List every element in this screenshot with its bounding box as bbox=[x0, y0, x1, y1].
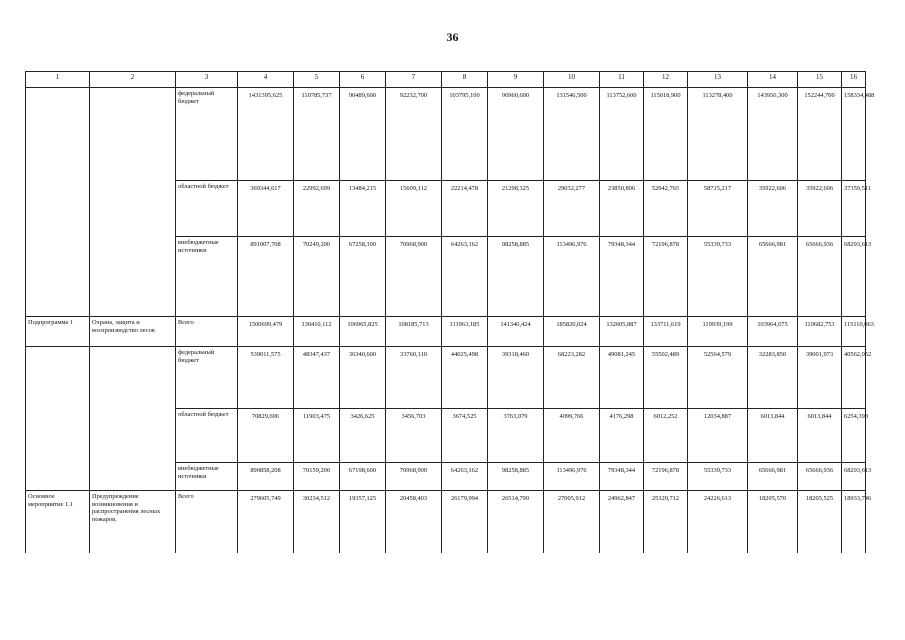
value-cell: 132605,887 bbox=[600, 317, 644, 347]
value-cell: 369344,617 bbox=[238, 181, 294, 237]
value-cell: 113496,976 bbox=[544, 237, 600, 317]
program-cell bbox=[26, 463, 90, 491]
value-cell: 1431395,625 bbox=[238, 88, 294, 181]
value-cell: 26514,790 bbox=[488, 491, 544, 553]
value-cell: 133711,619 bbox=[644, 317, 688, 347]
value-cell: 119939,199 bbox=[688, 317, 748, 347]
table-row bbox=[26, 347, 866, 409]
column-header: 9 bbox=[488, 72, 544, 88]
program-cell bbox=[26, 237, 90, 317]
value-cell: 70968,900 bbox=[386, 237, 442, 317]
value-cell: 92232,700 bbox=[386, 88, 442, 181]
column-header: 10 bbox=[544, 72, 600, 88]
value-cell: 27005,912 bbox=[544, 491, 600, 553]
value-cell: 52564,579 bbox=[688, 347, 748, 409]
value-cell: 152244,700 bbox=[798, 88, 842, 181]
value-cell: 65666,981 bbox=[748, 237, 798, 317]
table-row bbox=[26, 181, 866, 237]
program-cell: Основное мероприятие 1.1 bbox=[26, 491, 90, 553]
description-cell bbox=[90, 181, 176, 237]
value-cell: 19357,125 bbox=[340, 491, 386, 553]
value-cell: 21298,325 bbox=[488, 181, 544, 237]
value-cell: 35922,606 bbox=[748, 181, 798, 237]
value-cell: 3674,525 bbox=[442, 409, 488, 463]
value-cell: 70159,200 bbox=[294, 463, 340, 491]
table-row bbox=[26, 237, 866, 317]
value-cell: 98258,885 bbox=[488, 237, 544, 317]
value-cell: 130410,112 bbox=[294, 317, 340, 347]
table-row bbox=[26, 463, 866, 491]
value-cell: 35922,606 bbox=[798, 181, 842, 237]
value-cell: 113278,400 bbox=[688, 88, 748, 181]
value-cell: 143956,300 bbox=[748, 88, 798, 181]
value-cell: 58715,217 bbox=[688, 181, 748, 237]
funding-source-cell: федеральный бюджет bbox=[176, 88, 238, 181]
value-cell: 3456,703 bbox=[386, 409, 442, 463]
column-header: 14 bbox=[748, 72, 798, 88]
value-cell: 891007,708 bbox=[238, 237, 294, 317]
value-cell: 110682,753 bbox=[798, 317, 842, 347]
value-cell: 67198,600 bbox=[340, 463, 386, 491]
value-cell: 4176,298 bbox=[600, 409, 644, 463]
column-header: 11 bbox=[600, 72, 644, 88]
value-cell: 158334,488 bbox=[842, 88, 866, 181]
column-header: 16 bbox=[842, 72, 866, 88]
value-cell: 25320,712 bbox=[644, 491, 688, 553]
value-cell: 113752,600 bbox=[600, 88, 644, 181]
value-cell: 68293,613 bbox=[842, 237, 866, 317]
funding-source-cell: внебюджетные источники bbox=[176, 463, 238, 491]
value-cell: 113496,976 bbox=[544, 463, 600, 491]
value-cell: 106965,825 bbox=[340, 317, 386, 347]
value-cell: 185820,024 bbox=[544, 317, 600, 347]
value-cell: 279605,749 bbox=[238, 491, 294, 553]
value-cell: 33760,110 bbox=[386, 347, 442, 409]
value-cell: 67258,100 bbox=[340, 237, 386, 317]
table-row bbox=[26, 317, 866, 347]
value-cell: 20458,403 bbox=[386, 491, 442, 553]
value-cell: 15609,112 bbox=[386, 181, 442, 237]
value-cell: 6254,398 bbox=[842, 409, 866, 463]
value-cell: 1500699,479 bbox=[238, 317, 294, 347]
value-cell: 98258,885 bbox=[488, 463, 544, 491]
value-cell: 3763,079 bbox=[488, 409, 544, 463]
column-header: 12 bbox=[644, 72, 688, 88]
value-cell: 96960,600 bbox=[488, 88, 544, 181]
value-cell: 30234,512 bbox=[294, 491, 340, 553]
value-cell: 64263,162 bbox=[442, 463, 488, 491]
value-cell: 37359,511 bbox=[842, 181, 866, 237]
value-cell: 22214,478 bbox=[442, 181, 488, 237]
value-cell: 23850,806 bbox=[600, 181, 644, 237]
table-row bbox=[26, 491, 866, 553]
value-cell: 65666,981 bbox=[748, 463, 798, 491]
value-cell: 65666,936 bbox=[798, 463, 842, 491]
value-cell: 3426,625 bbox=[340, 409, 386, 463]
program-cell bbox=[26, 347, 90, 409]
value-cell: 55339,733 bbox=[688, 463, 748, 491]
value-cell: 68223,282 bbox=[544, 347, 600, 409]
value-cell: 539011,575 bbox=[238, 347, 294, 409]
program-cell: Подпрограмма 1 bbox=[26, 317, 90, 347]
funding-source-cell: областной бюджет bbox=[176, 409, 238, 463]
column-header: 15 bbox=[798, 72, 842, 88]
value-cell: 72196,878 bbox=[644, 237, 688, 317]
value-cell: 890858,208 bbox=[238, 463, 294, 491]
column-header: 13 bbox=[688, 72, 748, 88]
value-cell: 26179,994 bbox=[442, 491, 488, 553]
value-cell: 55502,489 bbox=[644, 347, 688, 409]
value-cell: 115018,900 bbox=[644, 88, 688, 181]
value-cell: 108185,713 bbox=[386, 317, 442, 347]
program-cell bbox=[26, 409, 90, 463]
value-cell: 18933,746 bbox=[842, 491, 866, 553]
value-cell: 55339,733 bbox=[688, 237, 748, 317]
column-header: 5 bbox=[294, 72, 340, 88]
program-cell bbox=[26, 88, 90, 181]
value-cell: 141340,424 bbox=[488, 317, 544, 347]
description-cell bbox=[90, 409, 176, 463]
value-cell: 48347,437 bbox=[294, 347, 340, 409]
value-cell: 70829,696 bbox=[238, 409, 294, 463]
value-cell: 40562,052 bbox=[842, 347, 866, 409]
description-cell bbox=[90, 463, 176, 491]
value-cell: 115110,063 bbox=[842, 317, 866, 347]
column-header: 7 bbox=[386, 72, 442, 88]
value-cell: 72196,878 bbox=[644, 463, 688, 491]
value-cell: 22992,699 bbox=[294, 181, 340, 237]
value-cell: 131546,500 bbox=[544, 88, 600, 181]
budget-table bbox=[25, 71, 875, 553]
value-cell: 13484,215 bbox=[340, 181, 386, 237]
table-row bbox=[26, 88, 866, 181]
value-cell: 24962,847 bbox=[600, 491, 644, 553]
value-cell: 18205,570 bbox=[748, 491, 798, 553]
column-header: 3 bbox=[176, 72, 238, 88]
program-cell bbox=[26, 181, 90, 237]
column-header: 8 bbox=[442, 72, 488, 88]
value-cell: 68293,613 bbox=[842, 463, 866, 491]
value-cell: 6013,844 bbox=[748, 409, 798, 463]
value-cell: 52942,765 bbox=[644, 181, 688, 237]
header-row bbox=[26, 72, 866, 88]
description-cell bbox=[90, 88, 176, 181]
value-cell: 70968,900 bbox=[386, 463, 442, 491]
value-cell: 39318,460 bbox=[488, 347, 544, 409]
value-cell: 32283,850 bbox=[748, 347, 798, 409]
value-cell: 11903,475 bbox=[294, 409, 340, 463]
column-header: 6 bbox=[340, 72, 386, 88]
value-cell: 18205,525 bbox=[798, 491, 842, 553]
value-cell: 103795,100 bbox=[442, 88, 488, 181]
funding-source-cell: областной бюджет bbox=[176, 181, 238, 237]
funding-source-cell: внебюджетные источники bbox=[176, 237, 238, 317]
page-number: 36 bbox=[446, 30, 459, 44]
description-cell: Предупреждение возникновения и распространения лесных пожаров, bbox=[90, 491, 176, 553]
value-cell: 103964,675 bbox=[748, 317, 798, 347]
value-cell: 64263,162 bbox=[442, 237, 488, 317]
value-cell: 24226,613 bbox=[688, 491, 748, 553]
table-body bbox=[26, 72, 875, 553]
value-cell: 49081,245 bbox=[600, 347, 644, 409]
value-cell: 29032,277 bbox=[544, 181, 600, 237]
value-cell: 110785,737 bbox=[294, 88, 340, 181]
value-cell: 65666,936 bbox=[798, 237, 842, 317]
value-cell: 36340,600 bbox=[340, 347, 386, 409]
value-cell: 70249,200 bbox=[294, 237, 340, 317]
column-header: 2 bbox=[90, 72, 176, 88]
value-cell: 79348,344 bbox=[600, 237, 644, 317]
value-cell: 79348,344 bbox=[600, 463, 644, 491]
value-cell: 90489,600 bbox=[340, 88, 386, 181]
column-header: 1 bbox=[26, 72, 90, 88]
column-header: 4 bbox=[238, 72, 294, 88]
value-cell: 39001,973 bbox=[798, 347, 842, 409]
funding-source-cell: федеральный бюджет bbox=[176, 347, 238, 409]
description-cell: Охрана, защита и воспроизводство лесов bbox=[90, 317, 176, 347]
value-cell: 111963,185 bbox=[442, 317, 488, 347]
description-cell bbox=[90, 237, 176, 317]
value-cell: 44025,498 bbox=[442, 347, 488, 409]
value-cell: 6012,252 bbox=[644, 409, 688, 463]
value-cell: 4099,766 bbox=[544, 409, 600, 463]
funding-source-cell: Всего bbox=[176, 317, 238, 347]
table-row bbox=[26, 409, 866, 463]
funding-source-cell: Всего bbox=[176, 491, 238, 553]
value-cell: 12034,887 bbox=[688, 409, 748, 463]
value-cell: 6013,844 bbox=[798, 409, 842, 463]
description-cell bbox=[90, 347, 176, 409]
